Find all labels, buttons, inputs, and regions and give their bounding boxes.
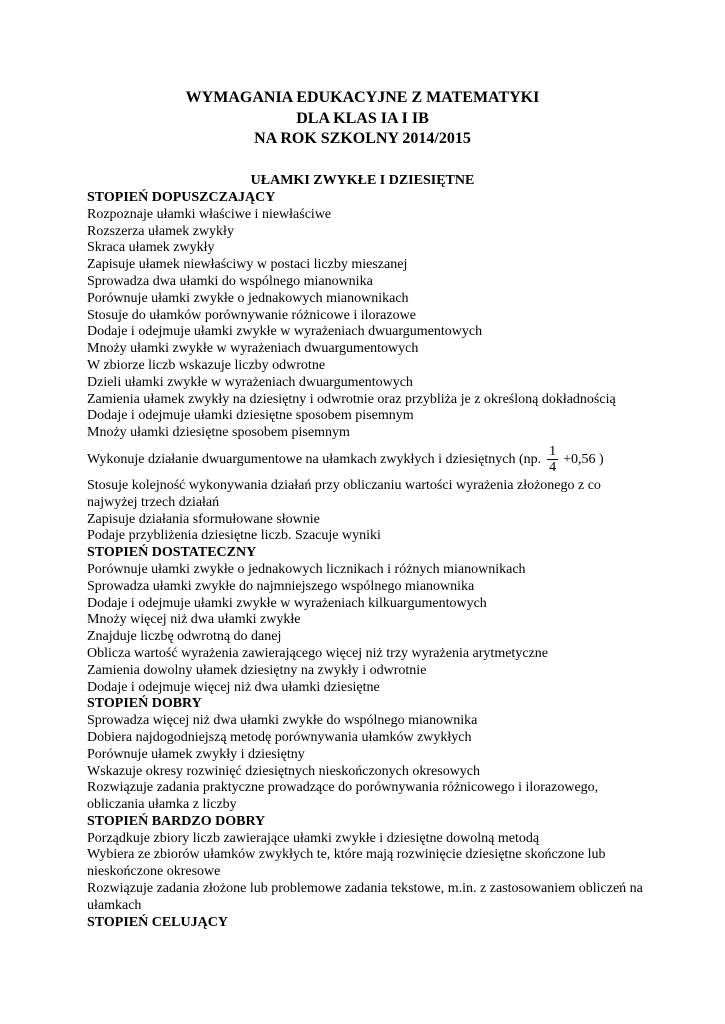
- requirement-item: Rozszerza ułamek zwykły: [87, 223, 234, 239]
- requirement-item: Rozpoznaje ułamki właściwe i niewłaściwe: [87, 206, 332, 222]
- requirement-item: Mnoży więcej niż dwa ułamki zwykłe: [87, 612, 301, 628]
- requirement-item: Rozwiązuje zadania praktyczne prowadzące do porównywania różnicowego i ilorazowego, obliczania ułamka z liczby: [87, 780, 599, 813]
- section-title: UŁAMKI ZWYKŁE I DZIESIĘTNE: [250, 173, 475, 188]
- fraction-item-text: Wykonuje działanie dwuargumentowe na ułamkach zwykłych i dziesiętnych (np.: [87, 451, 542, 467]
- requirement-item: Dodaje i odejmuje ułamki zwykłe w wyrażeniach dwuargumentowych: [87, 324, 483, 340]
- requirement-item: Mnoży ułamki dziesiętne sposobem pisemnym: [87, 425, 350, 441]
- requirement-item: Sprowadza ułamki zwykłe do najmniejszego wspólnego mianownika: [87, 578, 475, 594]
- requirement-item: Mnoży ułamki zwykłe w wyrażeniach dwuargumentowych: [87, 341, 419, 357]
- requirement-item: Wybiera ze zbiorów ułamków zwykłych te, które mają rozwinięcie dziesiętne skończone lub nieskończone okresowe: [87, 847, 606, 880]
- title-line: DLA KLAS IA I IB: [296, 109, 429, 127]
- requirement-item: Stosuje do ułamków porównywanie różnicowe i ilorazowe: [87, 307, 416, 323]
- requirements-content: [87, 190, 647, 931]
- requirement-item: Dodaje i odejmuje więcej niż dwa ułamki dziesiętne: [87, 679, 380, 695]
- requirement-item: Dzieli ułamki zwykłe w wyrażeniach dwuargumentowych: [87, 374, 413, 390]
- level-heading-dobry: STOPIEŃ DOBRY: [87, 696, 202, 712]
- title-line: NA ROK SZKOLNY 2014/2015: [254, 130, 471, 147]
- requirement-item: W zbiorze liczb wskazuje liczby odwrotne: [87, 357, 326, 373]
- level-heading-dopuszczajacy: STOPIEŃ DOPUSZCZAJĄCY: [87, 190, 276, 205]
- requirement-item: Porządkuje zbiory liczb zawierające ułamki zwykłe i dziesiętne dowolną metodą: [87, 830, 540, 846]
- requirement-item: Porównuje ułamki zwykłe o jednakowych mianownikach: [87, 290, 409, 306]
- requirement-item: Dodaje i odejmuje ułamki dziesiętne sposobem pisemnym: [87, 408, 414, 424]
- requirement-item: Sprowadza dwa ułamki do wspólnego mianownika: [87, 273, 373, 289]
- requirement-item: Zapisuje działania sformułowane słownie: [87, 511, 320, 527]
- requirement-item: Porównuje ułamki zwykłe o jednakowych licznikach i różnych mianownikach: [87, 561, 526, 577]
- requirement-item: Zamienia ułamek zwykły na dziesiętny i odwrotnie oraz przybliża je z określoną dokładnością: [87, 391, 616, 407]
- fraction-item-text-after: +0,56 ): [563, 451, 604, 467]
- requirement-item: Zamienia dowolny ułamek dziesiętny na zwykły i odwrotnie: [87, 662, 427, 678]
- requirement-item: Oblicza wartość wyrażenia zawierającego więcej niż trzy wyrażenia arytmetyczne: [87, 645, 548, 661]
- requirement-item: Skraca ułamek zwykły: [87, 240, 215, 256]
- level-heading-celujacy: STOPIEŃ CELUJĄCY: [87, 914, 228, 930]
- requirement-item: Podaje przybliżenia dziesiętne liczb. Szacuje wyniki: [87, 528, 381, 544]
- requirement-item: Dodaje i odejmuje ułamki zwykłe w wyrażeniach kilkuargumentowych: [87, 595, 487, 611]
- requirement-item: Porównuje ułamek zwykły i dziesiętny: [87, 746, 305, 762]
- requirement-item: Rozwiązuje zadania złożone lub problemowe zadania tekstowe, m.in. z zastosowaniem obliczeń na ułamkach: [87, 881, 643, 913]
- requirement-item: Zapisuje ułamek niewłaściwy w postaci liczby mieszanej: [87, 257, 408, 273]
- requirement-item-with-fraction: [87, 442, 647, 478]
- title-line: WYMAGANIA EDUKACYJNE Z MATEMATYKI: [185, 89, 540, 106]
- level-heading-dostateczny: STOPIEŃ DOSTATECZNY: [87, 545, 257, 561]
- level-heading-bardzo-dobry: STOPIEŃ BARDZO DOBRY: [87, 813, 266, 829]
- document-title: [0, 88, 725, 150]
- fraction-one-quarter: [547, 444, 558, 475]
- fraction-numerator: 1: [549, 444, 557, 460]
- requirement-item: Wskazuje okresy rozwinięć dziesiętnych nieskończonych okresowych: [87, 763, 481, 779]
- requirement-item: Stosuje kolejność wykonywania działań przy obliczaniu wartości wyrażenia złożonego z co najwyżej trzech działań: [87, 477, 601, 510]
- fraction-denominator: 4: [549, 460, 557, 476]
- requirement-item: Dobiera najdogodniejszą metodę porównywania ułamków zwykłych: [87, 729, 472, 745]
- requirement-item: Znajduje liczbę odwrotną do danej: [87, 629, 282, 645]
- requirement-item: Sprowadza więcej niż dwa ułamki zwykłe do wspólnego mianownika: [87, 713, 478, 729]
